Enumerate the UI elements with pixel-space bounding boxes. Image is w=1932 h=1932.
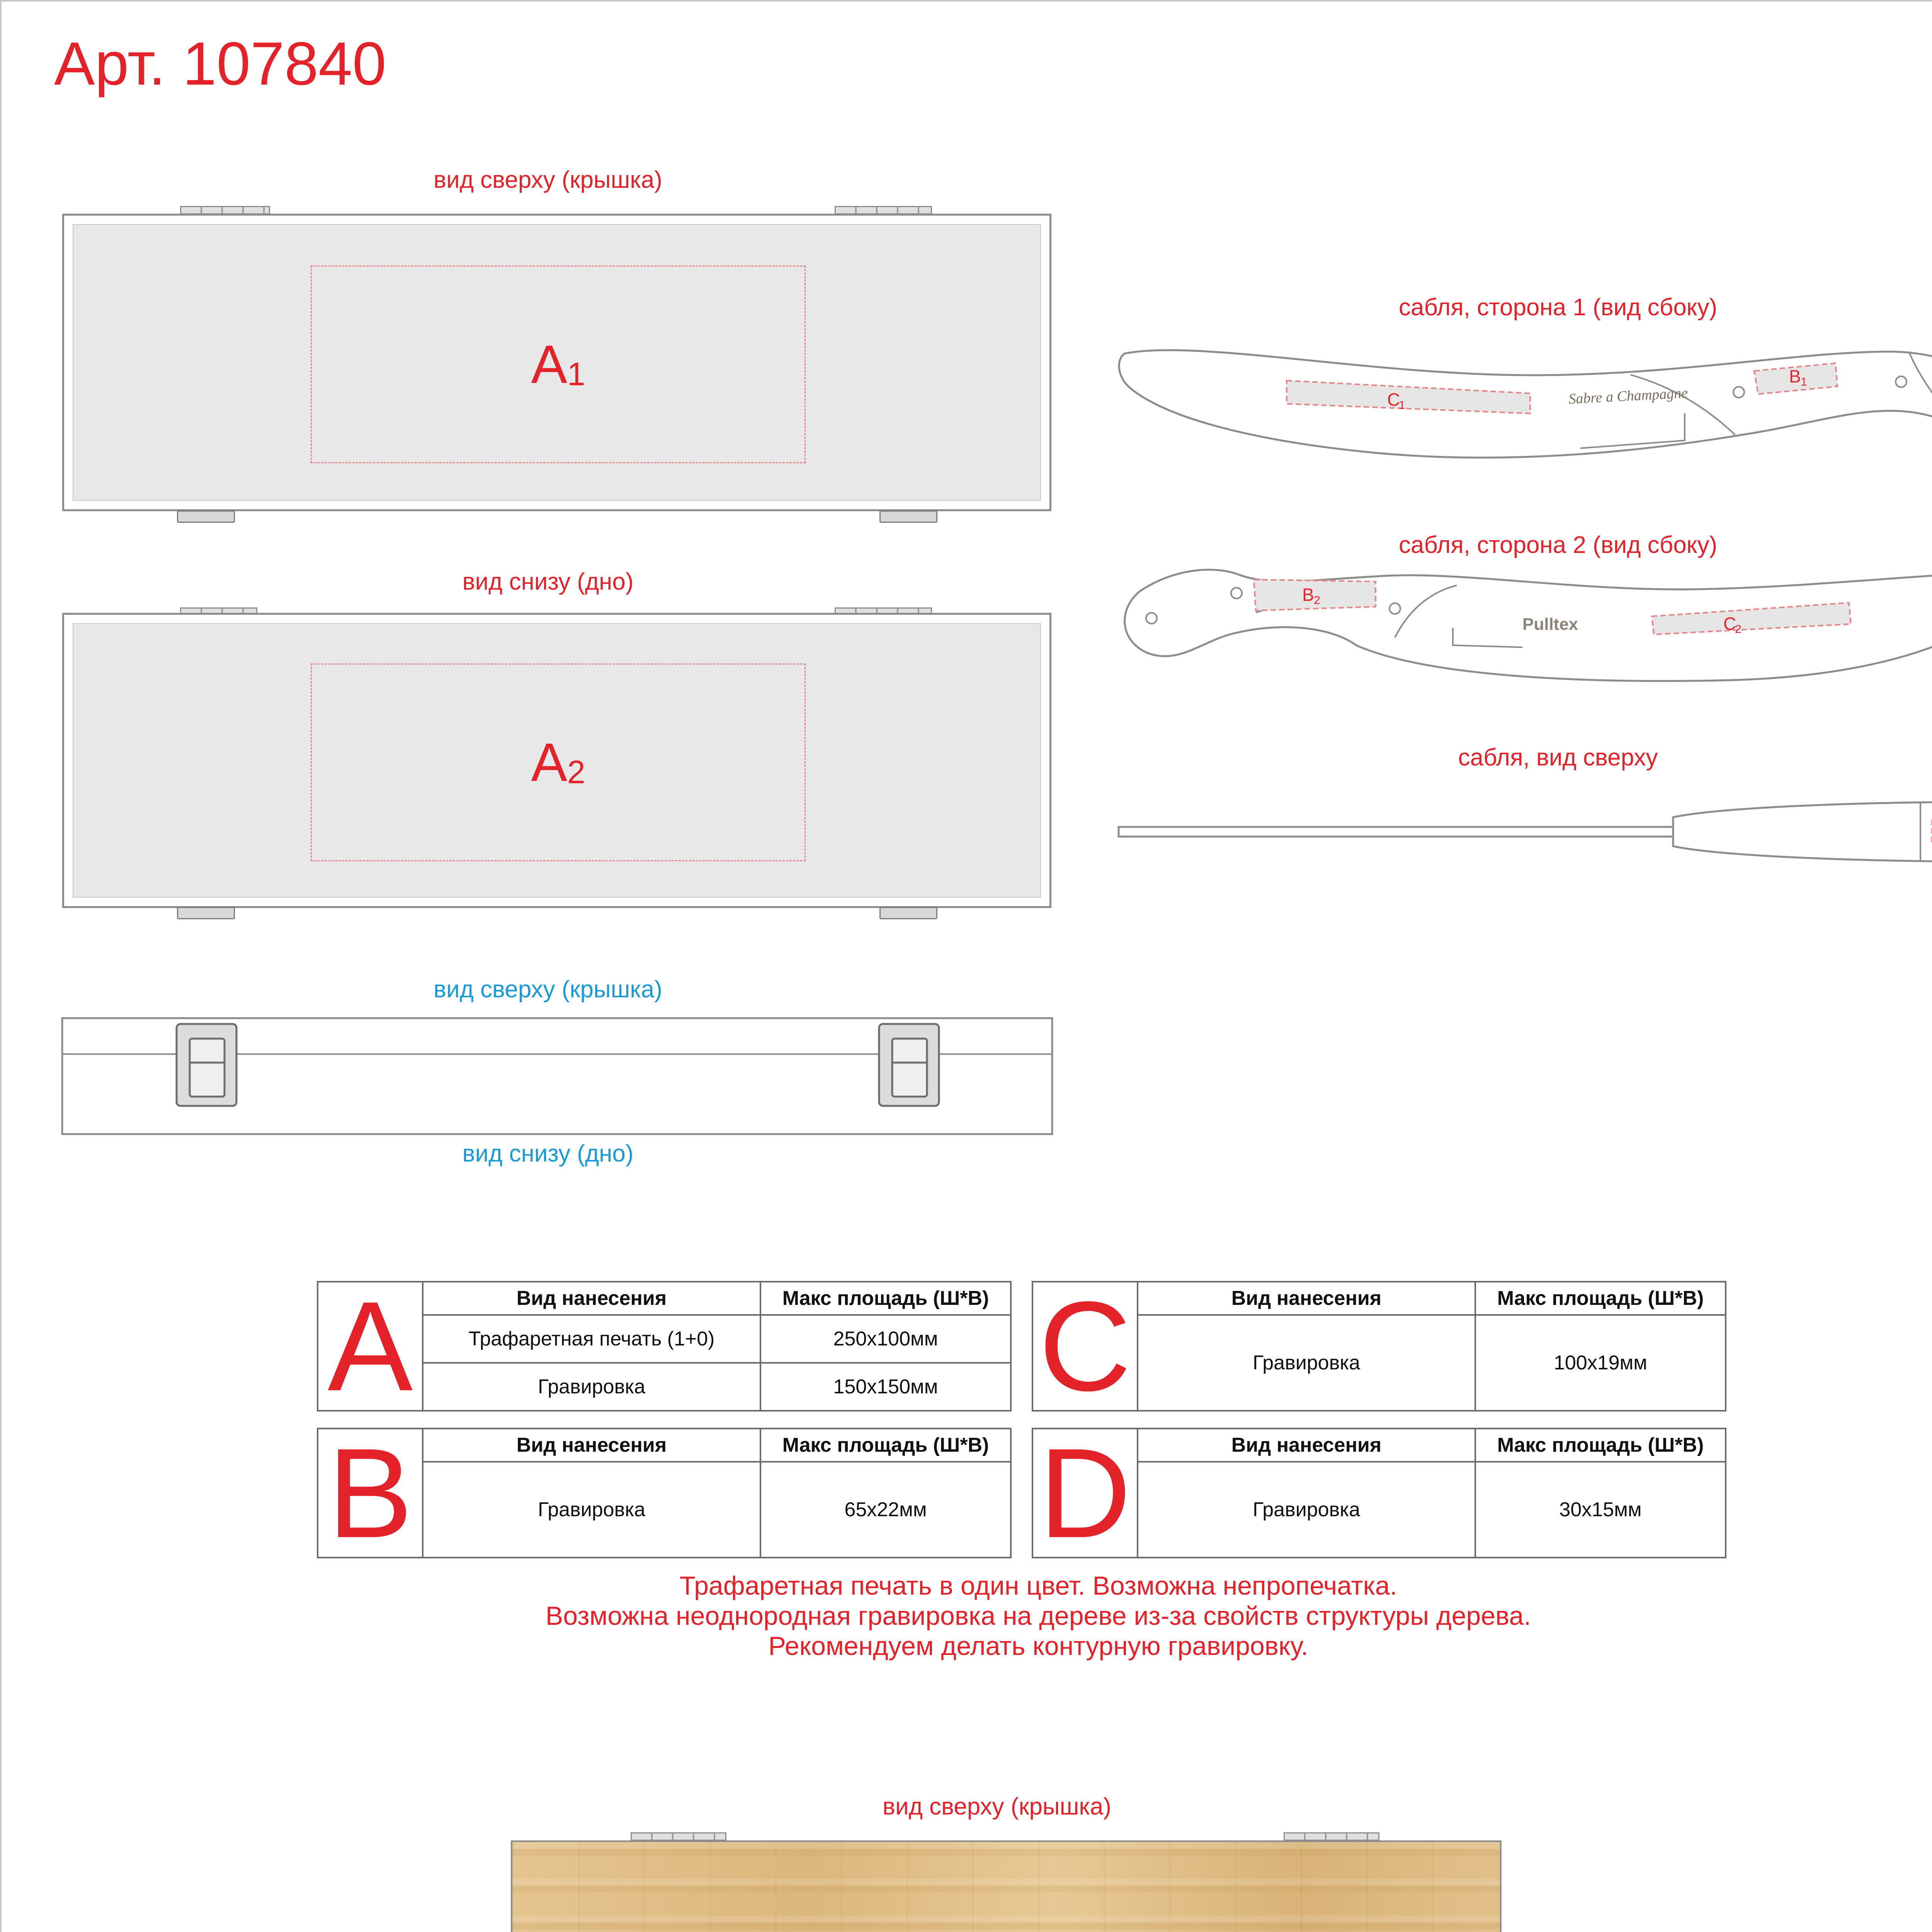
saber-top-handle bbox=[1673, 802, 1932, 862]
spec-table-d bbox=[1032, 1422, 1726, 1564]
spec-table-b-size-1: 65x22мм bbox=[760, 1462, 1011, 1558]
zone-subscript-a1: 1 bbox=[567, 355, 585, 392]
application-notes bbox=[546, 1571, 1531, 1661]
page-title: Арт. 107840 bbox=[54, 30, 386, 98]
zone-label-c2: C bbox=[1723, 614, 1736, 634]
saber-side1-drawing bbox=[1117, 336, 1932, 468]
clasp-right-icon bbox=[879, 1024, 939, 1106]
saber-side2-rivet-3 bbox=[1389, 603, 1400, 614]
saber-side1-rivet-1 bbox=[1733, 387, 1744, 398]
caption-saber-side2: сабля, сторона 2 (вид сбоку) bbox=[1398, 532, 1718, 558]
print-zone-a2 bbox=[311, 663, 806, 861]
spec-table-c-col1-header: Вид нанесения bbox=[1138, 1282, 1475, 1315]
latch-bottom-left bbox=[177, 907, 235, 919]
spec-table-c-size-1: 100x19мм bbox=[1475, 1315, 1726, 1411]
hinge-top-right bbox=[835, 206, 932, 214]
saber-side2-brand: Pulltex bbox=[1522, 615, 1578, 634]
spec-table-d-col2-header: Макс площадь (Ш*В) bbox=[1475, 1429, 1726, 1462]
spec-table-a-col1-header: Вид нанесения bbox=[423, 1282, 760, 1315]
latch-top-right bbox=[879, 510, 937, 523]
spec-table-a-method-1: Трафаретная печать (1+0) bbox=[423, 1315, 760, 1363]
spec-table-d-col1-header: Вид нанесения bbox=[1138, 1429, 1475, 1462]
box-bottom-drawing bbox=[62, 613, 1051, 908]
spec-table-c bbox=[1032, 1275, 1726, 1417]
zone-subscript-b2: 2 bbox=[1314, 594, 1320, 607]
spec-table-b-col2-header: Макс площадь (Ш*В) bbox=[760, 1429, 1011, 1462]
wood-hinge-right bbox=[1284, 1832, 1379, 1841]
latch-top-left bbox=[177, 510, 235, 523]
saber-top-blade bbox=[1119, 827, 1673, 837]
saber-side1-rivet-2 bbox=[1896, 376, 1906, 387]
zone-label-a2: A bbox=[531, 732, 567, 793]
spec-table-a bbox=[317, 1275, 1012, 1417]
caption-wood-box-top: вид сверху (крышка) bbox=[883, 1793, 1111, 1820]
caption-box-top-lid: вид сверху (крышка) bbox=[434, 167, 662, 193]
saber-side2-rivet-2 bbox=[1231, 588, 1242, 599]
box-side-drawing bbox=[60, 1016, 1055, 1138]
saber-side1-engraving: Sabre a Champagne bbox=[1568, 384, 1688, 407]
spec-table-a-size-2: 150x150мм bbox=[760, 1363, 1011, 1411]
zone-label-a1: A bbox=[531, 334, 567, 395]
spec-table-b-method-1: Гравировка bbox=[423, 1462, 760, 1558]
saber-side2-rivet-1 bbox=[1146, 613, 1157, 624]
caption-box-side-top: вид сверху (крышка) bbox=[434, 976, 662, 1003]
saber-side2-drawing bbox=[1117, 564, 1932, 692]
spec-table-d-size-1: 30x15мм bbox=[1475, 1462, 1726, 1558]
note-line-3: Рекомендуем делать контурную гравировку. bbox=[768, 1631, 1308, 1661]
note-line-2: Возможна неоднородная гравировка на дереве из-за свойств структуры дерева. bbox=[545, 1601, 1531, 1631]
spec-table-d-letter: D bbox=[1032, 1429, 1138, 1558]
caption-saber-side1: сабля, сторона 1 (вид сбоку) bbox=[1398, 294, 1718, 321]
note-line-1: Трафаретная печать в один цвет. Возможна непропечатка. bbox=[679, 1571, 1397, 1600]
hinge-top-left bbox=[180, 206, 270, 214]
clasp-left-icon bbox=[177, 1024, 236, 1106]
saber-top-drawing bbox=[1117, 798, 1932, 867]
spec-table-c-col2-header: Макс площадь (Ш*В) bbox=[1475, 1282, 1726, 1315]
zone-label-c1: C bbox=[1387, 389, 1400, 410]
spec-table-d-method-1: Гравировка bbox=[1138, 1462, 1475, 1558]
spec-table-a-size-1: 250x100мм bbox=[760, 1315, 1011, 1363]
spec-table-b-col1-header: Вид нанесения bbox=[423, 1429, 760, 1462]
caption-saber-top: сабля, вид сверху bbox=[1458, 744, 1658, 771]
caption-box-side-bottom: вид снизу (дно) bbox=[462, 1140, 634, 1167]
spec-table-a-col2-header: Макс площадь (Ш*В) bbox=[760, 1282, 1011, 1315]
zone-subscript-a2: 2 bbox=[567, 753, 585, 790]
spec-table-c-method-1: Гравировка bbox=[1138, 1315, 1475, 1411]
zone-label-b2: B bbox=[1302, 585, 1314, 605]
box-top-lid-drawing bbox=[62, 214, 1051, 511]
spec-table-c-letter: C bbox=[1032, 1282, 1138, 1411]
wood-box-lid-image bbox=[511, 1840, 1502, 1932]
spec-table-b-letter: B bbox=[318, 1429, 423, 1558]
latch-bottom-right bbox=[879, 907, 937, 919]
zone-subscript-c2: 2 bbox=[1735, 623, 1742, 636]
caption-box-bottom: вид снизу (дно) bbox=[462, 568, 634, 595]
print-zone-a1 bbox=[311, 265, 806, 463]
wood-hinge-left bbox=[631, 1832, 726, 1841]
spec-table-a-letter: A bbox=[318, 1282, 423, 1411]
zone-label-b1: B bbox=[1789, 366, 1801, 386]
zone-subscript-c1: 1 bbox=[1399, 399, 1405, 412]
spec-table-a-method-2: Гравировка bbox=[423, 1363, 760, 1411]
zone-subscript-b1: 1 bbox=[1801, 376, 1807, 388]
spec-table-b bbox=[317, 1422, 1012, 1564]
